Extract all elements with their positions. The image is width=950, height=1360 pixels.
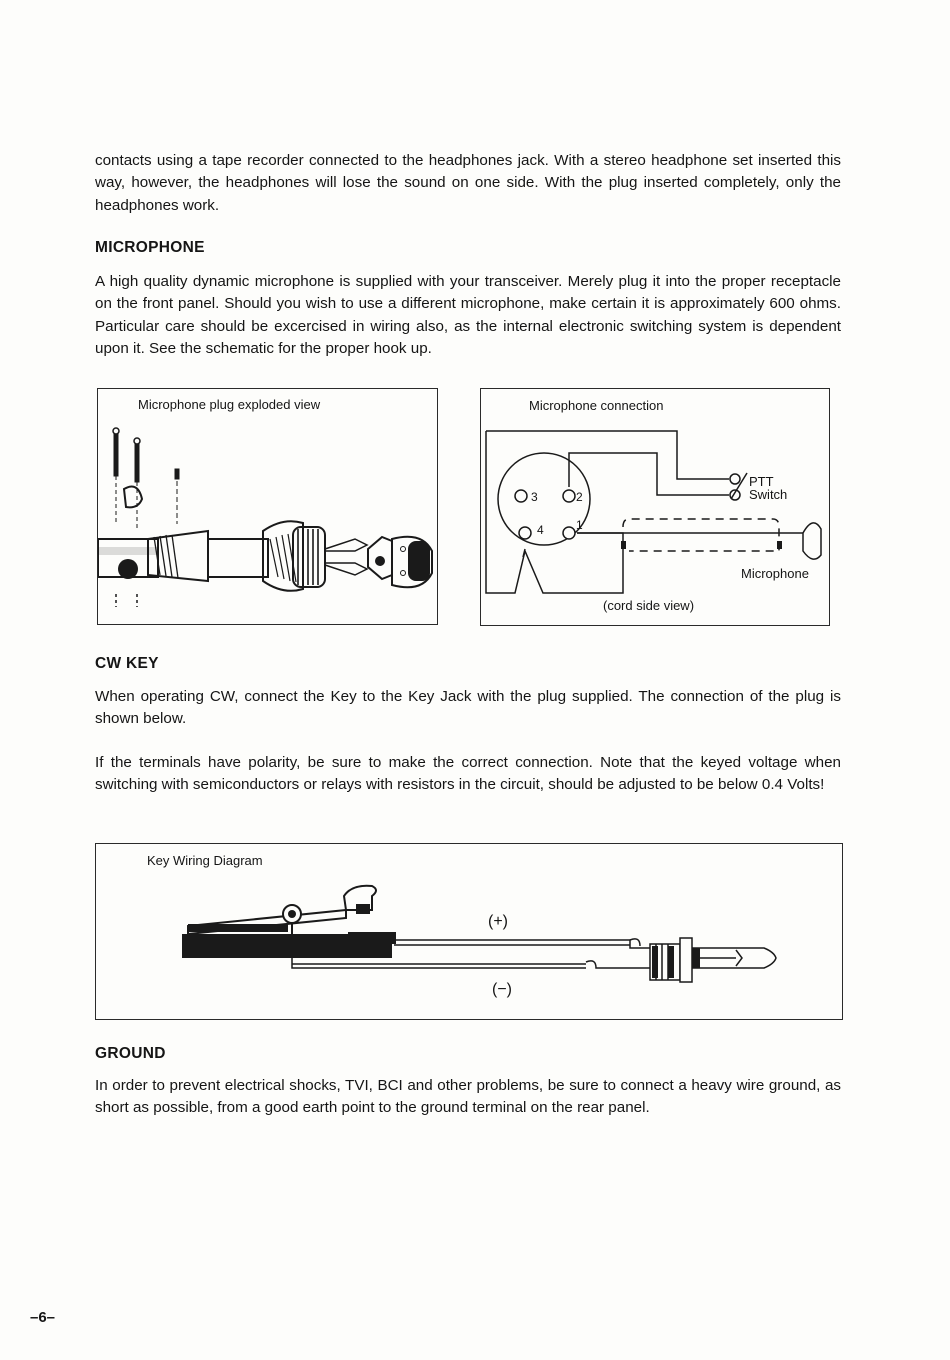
page-number: –6– [30, 1309, 56, 1326]
key-wiring-figure [95, 843, 843, 1020]
pin-1-label: 1 [576, 518, 583, 532]
microphone-connection-caption: Microphone connection [529, 398, 664, 413]
cw-key-heading: CW KEY [95, 655, 159, 672]
pin-3-label: 3 [531, 490, 538, 504]
key-wiring-caption: Key Wiring Diagram [147, 853, 263, 868]
switch-label: Switch [749, 487, 788, 502]
microphone-plug-figure [97, 388, 438, 625]
ptt-label: PTT [749, 474, 774, 489]
microphone-paragraph: A high quality dynamic microphone is supplied with your transceiver. Merely plug it into the proper receptacle on the front panel. Should you wish to use a different microphone, make certain it is approximately 600 ohms. Particular care should be excercised in wiring also, as the internal electronic switching system is dependent upon it. See the schematic for the proper hook up. [95, 273, 841, 358]
ground-heading: GROUND [95, 1045, 166, 1062]
microphone-heading: MICROPHONE [95, 239, 205, 256]
cw-key-paragraph-2: If the terminals have polarity, be sure to make the correct connection. Note that the keyed voltage when switching with semiconductors or relays with resistors in the circuit, should be adjusted to be below 0.4 Volts! [95, 754, 841, 794]
ground-paragraph: In order to prevent electrical shocks, TVI, BCI and other problems, be sure to connect a heavy wire ground, as short as possible, from a good earth point to the ground terminal on the rear panel. [95, 1077, 841, 1117]
pin-4-label: 4 [537, 523, 544, 537]
microphone-label: Microphone [741, 566, 809, 581]
minus-terminal-label: (−) [492, 981, 512, 998]
pin-2-label: 2 [576, 490, 583, 504]
plus-terminal-label: (+) [488, 913, 508, 930]
intro-paragraph: contacts using a tape recorder connected to the headphones jack. With a stereo headphone set inserted this way, however, the headphones will lose the sound on one side. With the plug inserted completely, only the headphones work. [95, 152, 841, 214]
cord-side-label: (cord side view) [603, 598, 695, 613]
key-wiring-drawing [96, 844, 842, 1019]
microphone-plug-drawing [98, 389, 437, 624]
microphone-connection-figure [480, 388, 830, 626]
microphone-plug-caption: Microphone plug exploded view [138, 397, 321, 412]
microphone-connection-drawing [481, 389, 829, 625]
cw-key-paragraph-1: When operating CW, connect the Key to the Key Jack with the plug supplied. The connection of the plug is shown below. [95, 688, 841, 728]
